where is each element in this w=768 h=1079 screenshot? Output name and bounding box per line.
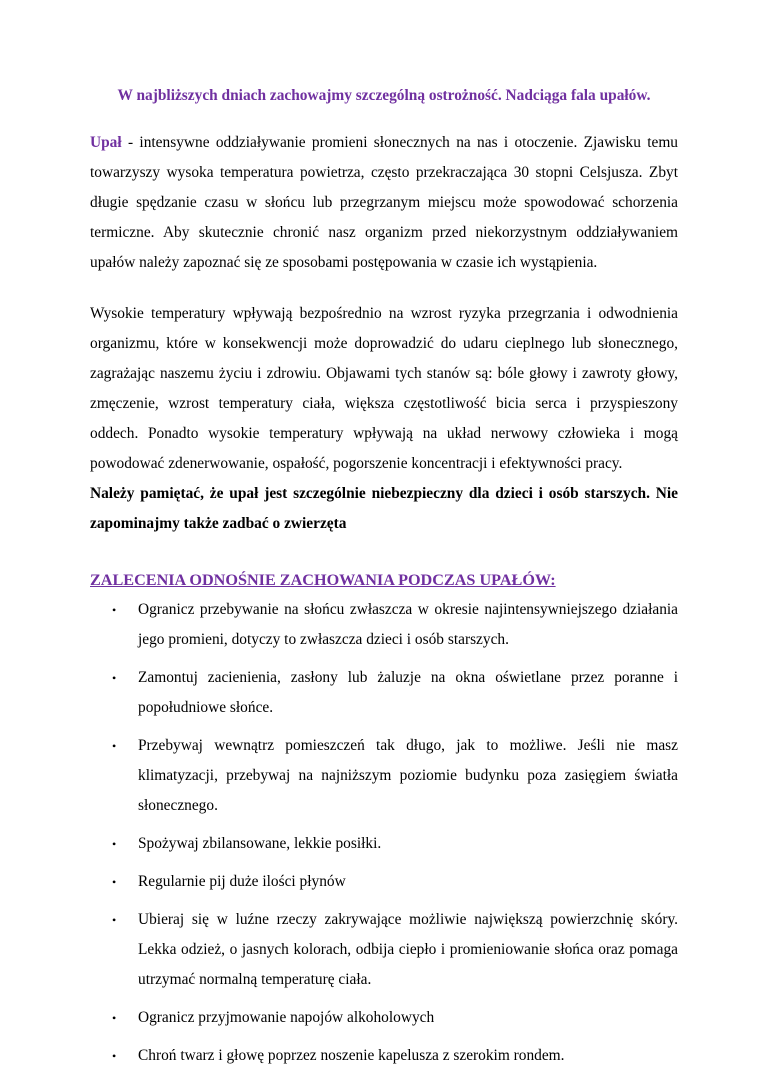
list-item — [90, 595, 678, 655]
bullet-icon: • — [112, 603, 117, 617]
list-item — [90, 867, 678, 897]
document-page — [90, 84, 678, 1079]
list-item-text: Ubieraj się w luźne rzeczy zakrywające możliwie największą powierzchnię skóry. Lekka odzież, o jasnych kolorach, odbija ciepło i promieniowanie słońca oraz pomaga utrzymać normalną temperaturę ciała. — [138, 911, 678, 988]
bullet-icon: • — [112, 837, 117, 851]
bullet-icon: • — [112, 1011, 117, 1025]
list-item — [90, 905, 678, 995]
list-item-text: Spożywaj zbilansowane, lekkie posiłki. — [138, 835, 382, 852]
bullet-icon: • — [112, 739, 117, 753]
intro-paragraph — [90, 128, 678, 278]
list-item — [90, 1041, 678, 1071]
recommendations-title: ZALECENIA ODNOŚNIE ZACHOWANIA PODCZAS UPAŁÓW: — [90, 571, 556, 589]
recommendations-list — [90, 595, 678, 1071]
bullet-icon: • — [112, 875, 117, 889]
list-item — [90, 731, 678, 821]
bullet-icon: • — [112, 913, 117, 927]
list-item-text: Regularnie pij duże ilości płynów — [138, 873, 346, 890]
bullet-icon: • — [112, 671, 117, 685]
list-item — [90, 663, 678, 723]
list-item-text: Ogranicz przyjmowanie napojów alkoholowych — [138, 1009, 435, 1026]
intro-term: Upał — [90, 134, 122, 151]
intro-text: - intensywne oddziaływanie promieni słonecznych na nas i otoczenie. Zjawisku temu towarzyszy wysoka temperatura powietrza, często przekraczająca 30 stopni Celsjusza. Zbyt długie spędzanie czasu w słońcu lub przegrzanym miejscu może spowodować schorzenia termiczne. Aby skutecznie chronić nasz organizm przed niekorzystnym oddziaływaniem upałów należy zapoznać się ze sposobami postępowania w czasie ich wystąpienia. — [90, 134, 678, 271]
list-item-text: Ogranicz przebywanie na słońcu zwłaszcza w okresie najintensywniejszego działania jego promieni, dotyczy to zwłaszcza dzieci i osób starszych. — [138, 601, 678, 648]
bullet-icon: • — [112, 1049, 117, 1063]
list-item-text: Przebywaj wewnątrz pomieszczeń tak długo, jak to możliwe. Jeśli nie masz klimatyzacji, przebywaj na najniższym poziomie budynku poza zasięgiem światła słonecznego. — [138, 737, 678, 814]
list-item-text: Zamontuj zacienienia, zasłony lub żaluzje na okna oświetlane przez poranne i popołudniowe słońce. — [138, 669, 678, 716]
list-item — [90, 829, 678, 859]
effects-paragraph: Wysokie temperatury wpływają bezpośrednio na wzrost ryzyka przegrzania i odwodnienia organizmu, które w konsekwencji może doprowadzić do udaru cieplnego lub słonecznego, zagrażając naszemu życiu i zdrowiu. Objawami tych stanów są: bóle głowy i zawroty głowy, zmęczenie, wzrost temperatury ciała, większa częstotliwość bicia serca i przyspieszony oddech. Ponadto wysokie temperatury wpływają na układ nerwowy człowieka i mogą powodować zdenerwowanie, ospałość, pogorszenie koncentracji i efektywności pracy. — [90, 305, 678, 472]
list-item-text: Chroń twarz i głowę poprzez noszenie kapelusza z szerokim rondem. — [138, 1047, 565, 1064]
list-item — [90, 1003, 678, 1033]
warning-paragraph: Należy pamiętać, że upał jest szczególnie niebezpieczny dla dzieci i osób starszych. Nie zapominajmy także zadbać o zwierzęta — [90, 485, 678, 532]
headline: W najbliższych dniach zachowajmy szczególną ostrożność. Nadciąga fala upałów. — [117, 87, 651, 104]
